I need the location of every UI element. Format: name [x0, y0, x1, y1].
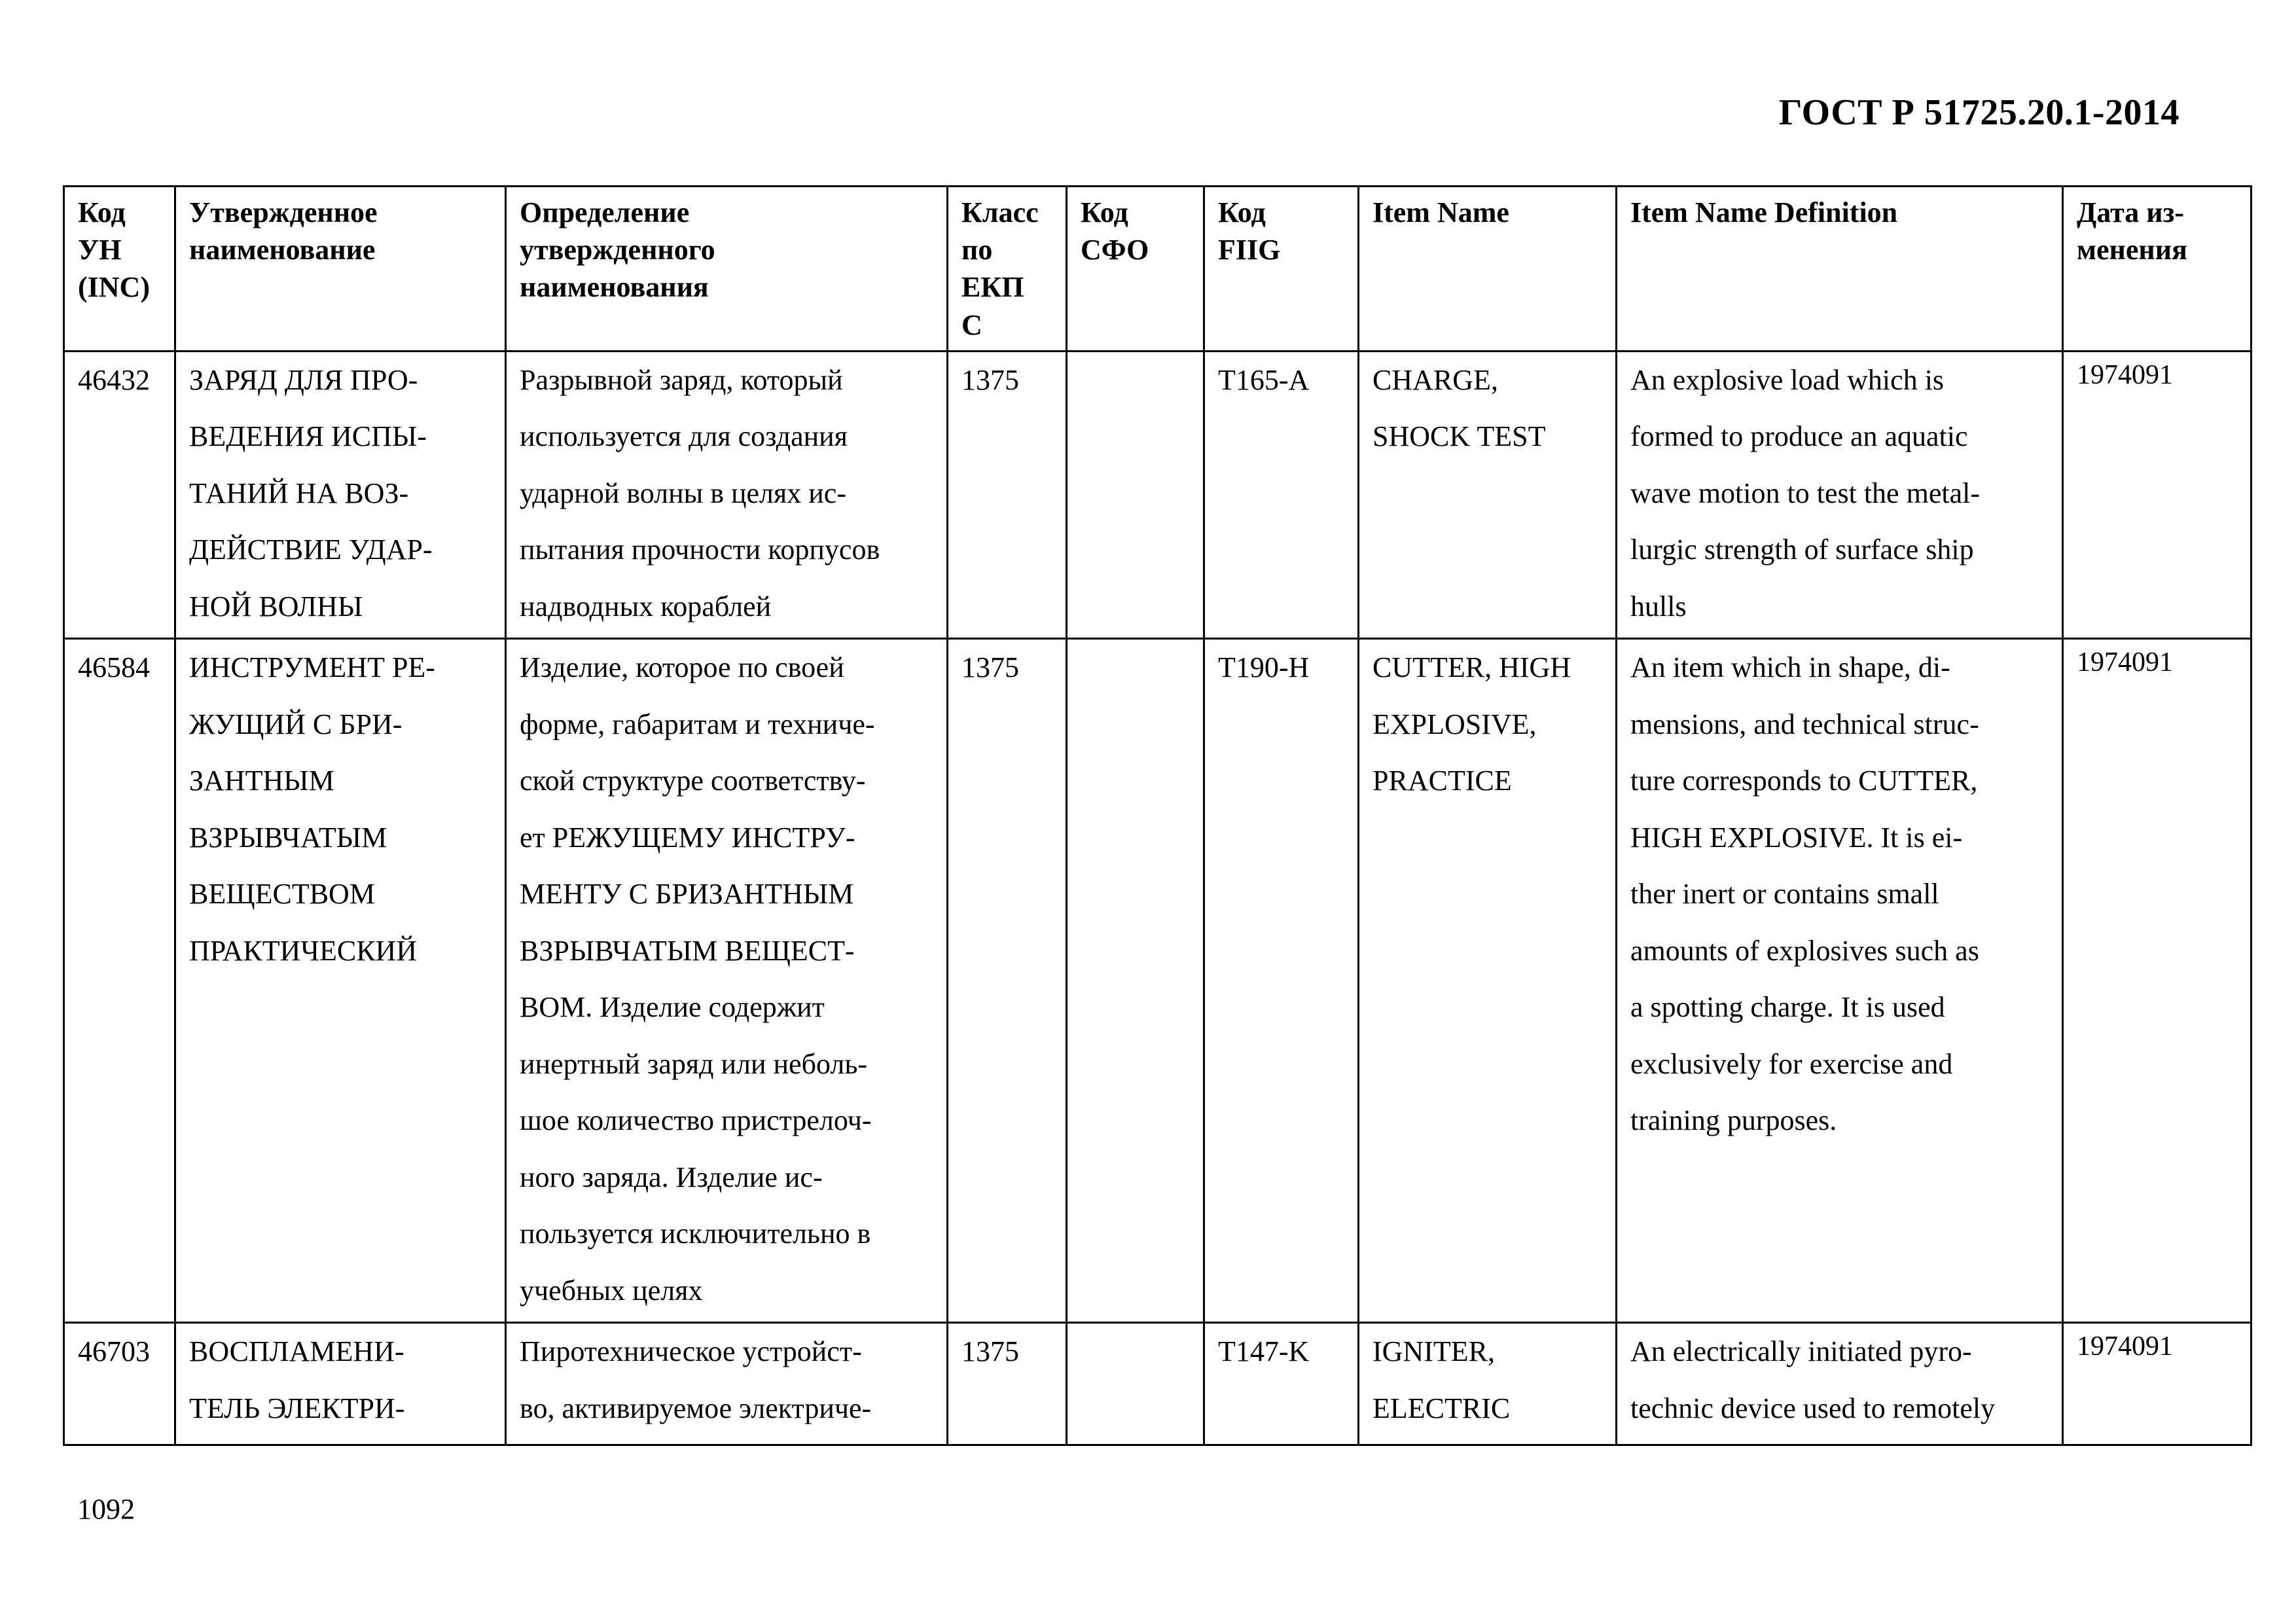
cell-inc: 46703: [64, 1323, 175, 1445]
cell-class: 1375: [948, 639, 1067, 1323]
cell-item-name: CHARGE, SHOCK TEST: [1359, 351, 1617, 639]
table-header-row: [64, 187, 2251, 352]
column-header-class: Класс по ЕКП С: [948, 187, 1067, 352]
table-row: [64, 351, 2251, 639]
column-header-definition: Определение утвержденного наименования: [506, 187, 948, 352]
cell-change-date: 1974091: [2063, 351, 2251, 639]
column-header-item-name-definition: Item Name Definition: [1617, 187, 2063, 352]
cell-sfo: [1067, 1323, 1204, 1445]
column-header-change-date: Дата из- менения: [2063, 187, 2251, 352]
cell-inc: 46432: [64, 351, 175, 639]
table-row: [64, 1323, 2251, 1445]
cell-item-name-definition: An explosive load which is formed to produce an aquatic wave motion to test the metal- lurgic strength of surface ship hulls: [1617, 351, 2063, 639]
cell-sfo: [1067, 639, 1204, 1323]
cell-definition: Изделие, которое по своей форме, габаритам и техниче- ской структуре соответству- ет РЕЖУЩЕМУ ИНСТРУ- МЕНТУ С БРИЗАНТНЫМ ВЗРЫВЧАТЫМ ВЕЩЕСТ- ВОМ. Изделие содержит инертный заряд или неболь- шое количество пристрелоч- ного заряда. Изделие ис- пользуется исключительно в учебных целях: [506, 639, 948, 1323]
cell-approved-name: ЗАРЯД ДЛЯ ПРО- ВЕДЕНИЯ ИСПЫ- ТАНИЙ НА ВОЗ- ДЕЙСТВИЕ УДАР- НОЙ ВОЛНЫ: [175, 351, 506, 639]
standard-designation: ГОСТ Р 51725.20.1-2014: [1778, 92, 2179, 133]
cell-fiig: T147-K: [1204, 1323, 1359, 1445]
column-header-approved-name: Утвержденное наименование: [175, 187, 506, 352]
cell-item-name: IGNITER, ELECTRIC: [1359, 1323, 1617, 1445]
cell-change-date: 1974091: [2063, 639, 2251, 1323]
column-header-item-name: Item Name: [1359, 187, 1617, 352]
cell-class: 1375: [948, 351, 1067, 639]
cell-fiig: T165-A: [1204, 351, 1359, 639]
table-row: [64, 639, 2251, 1323]
cell-approved-name: ВОСПЛАМЕНИ- ТЕЛЬ ЭЛЕКТРИ-: [175, 1323, 506, 1445]
cell-definition: Разрывной заряд, который используется для создания ударной волны в целях ис- пытания прочности корпусов надводных кораблей: [506, 351, 948, 639]
cell-item-name-definition: An item which in shape, di- mensions, and technical struc- ture corresponds to CUTTER, HIGH EXPLOSIVE. It is ei- ther inert or contains small amounts of explosives such as a spotting charge. It is used exclusively for exercise and training purposes.: [1617, 639, 2063, 1323]
cell-inc: 46584: [64, 639, 175, 1323]
cell-item-name: CUTTER, HIGH EXPLOSIVE, PRACTICE: [1359, 639, 1617, 1323]
page-number: 1092: [77, 1493, 135, 1525]
cell-class: 1375: [948, 1323, 1067, 1445]
cell-fiig: T190-H: [1204, 639, 1359, 1323]
cell-sfo: [1067, 351, 1204, 639]
cell-approved-name: ИНСТРУМЕНТ РЕ- ЖУЩИЙ С БРИ- ЗАНТНЫМ ВЗРЫВЧАТЫМ ВЕЩЕСТВОМ ПРАКТИЧЕСКИЙ: [175, 639, 506, 1323]
column-header-sfo: Код СФО: [1067, 187, 1204, 352]
cell-change-date: 1974091: [2063, 1323, 2251, 1445]
cell-item-name-definition: An electrically initiated pyro- technic device used to remotely: [1617, 1323, 2063, 1445]
item-name-table: [63, 185, 2252, 1446]
cell-definition: Пиротехническое устройст- во, активируемое электриче-: [506, 1323, 948, 1445]
column-header-inc: Код УН (INC): [64, 187, 175, 352]
column-header-fiig: Код FIIG: [1204, 187, 1359, 352]
